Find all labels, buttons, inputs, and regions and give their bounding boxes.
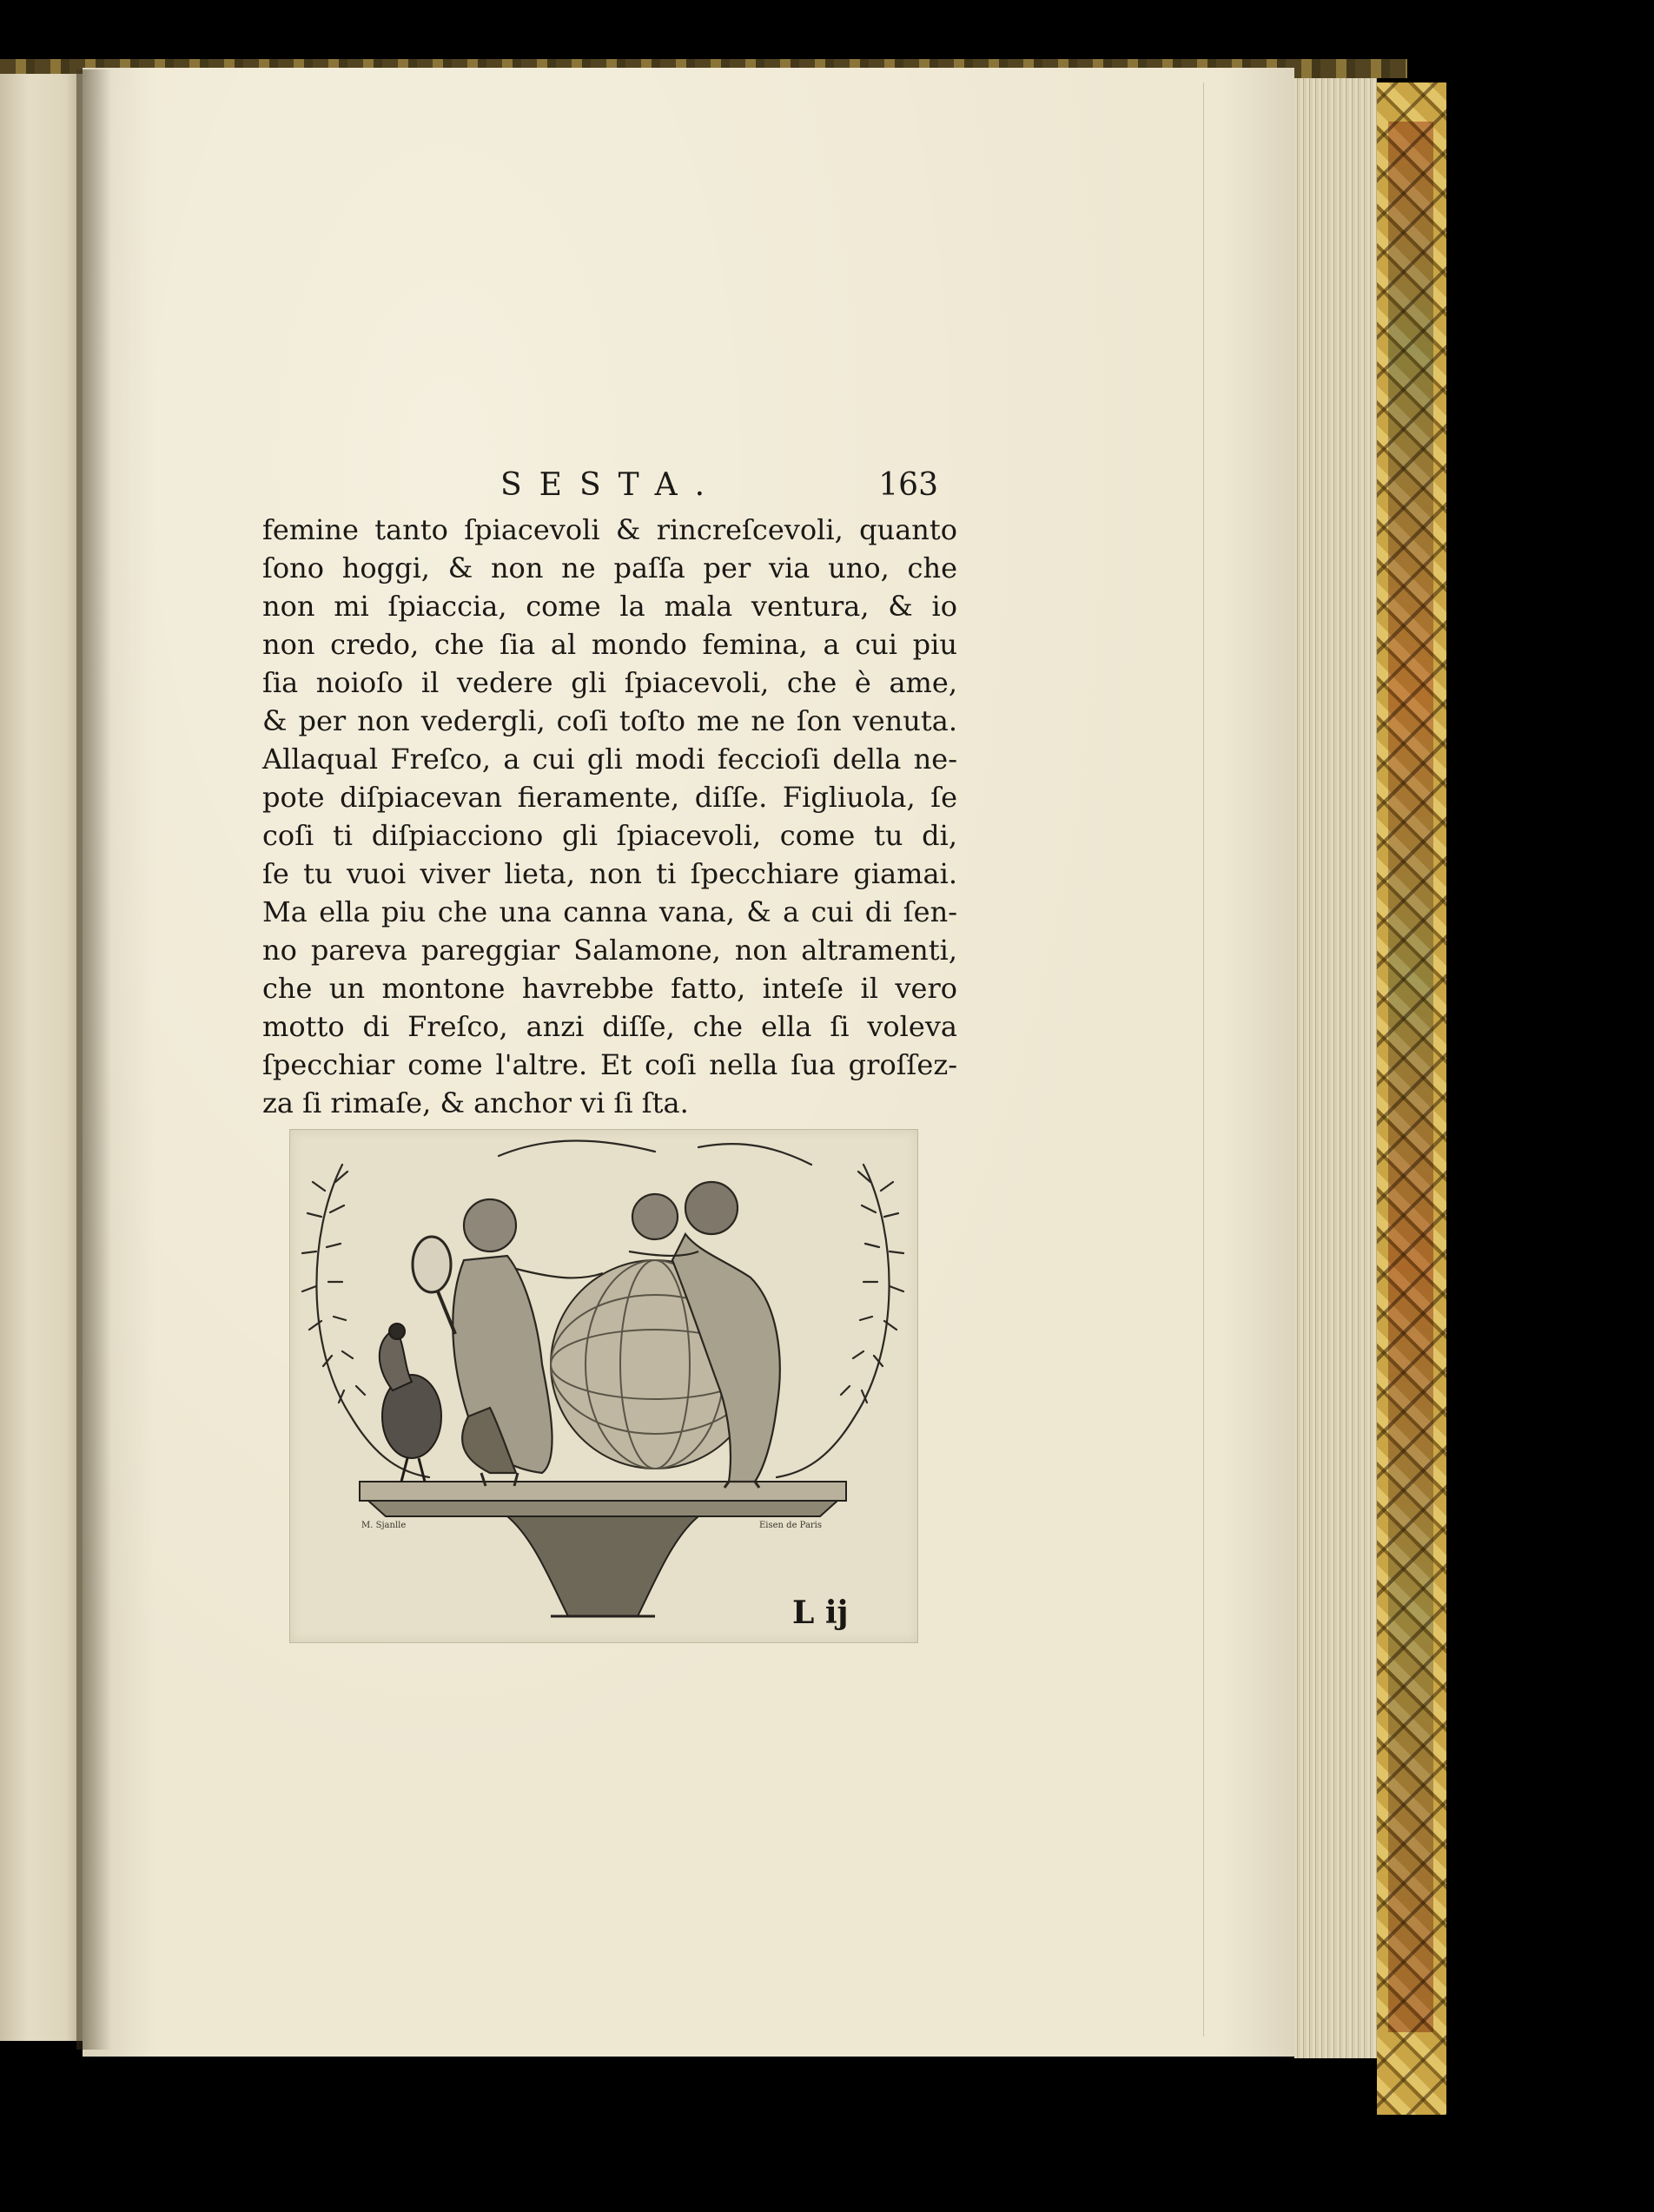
- text-line: non mi ſpiaccia, come la mala ventura, & io: [262, 590, 957, 623]
- body-text: [262, 511, 957, 1122]
- engraving-cherubs-icon: [290, 1130, 917, 1642]
- text-line: femine tanto ſpiacevoli & rincreſcevoli, quanto: [262, 513, 957, 546]
- running-head-title: SESTA.: [500, 467, 723, 503]
- text-line: & per non vedergli, coſi toſto me ne ſon venuta.: [262, 704, 957, 737]
- previous-page-edge: [0, 74, 84, 2041]
- page-block-edges: [1294, 78, 1377, 2058]
- running-head: [495, 467, 938, 507]
- page-fold-mark: [1203, 83, 1204, 2037]
- text-line: za ſi rimaſe, & anchor vi ſi ſta.: [262, 1086, 689, 1119]
- marbled-edge: [1388, 122, 1433, 2032]
- signature-mark: L ij: [792, 1595, 849, 1631]
- text-line: che un montone havrebbe fatto, inteſe il vero: [262, 972, 957, 1005]
- page-number: 163: [878, 467, 938, 503]
- text-line: ſpecchiar come l'altre. Et coſi nella ſua groſſez-: [262, 1048, 957, 1081]
- text-line: coſi ti diſpiacciono gli ſpiacevoli, come tu di,: [262, 819, 957, 852]
- text-line: no pareva pareggiar Salamone, non altramenti,: [262, 934, 957, 967]
- engraving-vignette: [289, 1129, 918, 1643]
- text-line: ſe tu vuoi viver lieta, non ti ſpecchiare giamai.: [262, 857, 957, 890]
- text-line: Ma ella piu che una canna vana, & a cui di ſen-: [262, 895, 957, 928]
- engraver-credit-left: M. Sjanlle: [361, 1521, 407, 1530]
- text-line: Allaqual Freſco, a cui gli modi feccioſi della ne-: [262, 743, 957, 776]
- gutter-shadow: [76, 69, 111, 2050]
- text-line: motto di Freſco, anzi diſſe, che ella ſi voleva: [262, 1010, 957, 1043]
- text-line: ſono hoggi, & non ne paſſa per via uno, che: [262, 551, 957, 584]
- text-line: pote diſpiacevan fieramente, diſſe. Figliuola, ſe: [262, 781, 957, 814]
- text-line: ſia noioſo il vedere gli ſpiacevoli, che è ame,: [262, 666, 957, 699]
- engraver-credit-right: Eisen de Paris: [759, 1521, 823, 1530]
- text-line: non credo, che ſia al mondo femina, a cui piu: [262, 628, 957, 661]
